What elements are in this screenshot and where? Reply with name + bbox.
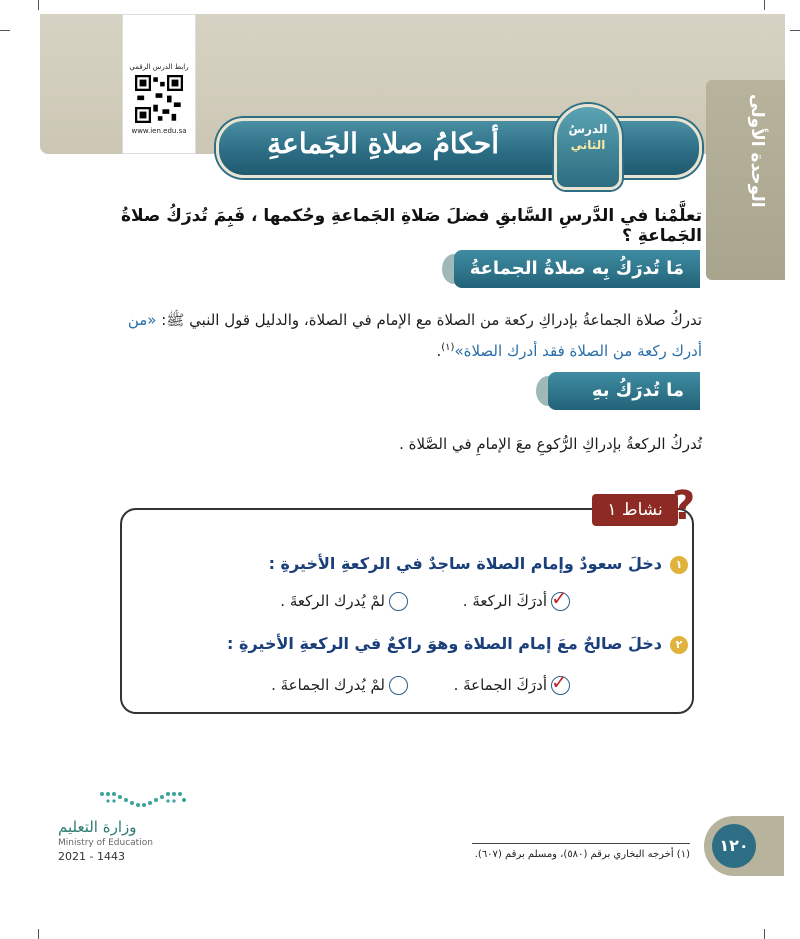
crop-mark xyxy=(764,929,765,939)
option-radio[interactable] xyxy=(280,592,408,611)
option-radio[interactable] xyxy=(462,586,570,611)
section-heading-2: ما تُدرَكُ بهِ الركعةُ xyxy=(548,372,700,410)
ministry-name-english: Ministry of Education xyxy=(58,838,153,848)
crop-mark xyxy=(0,30,10,31)
question-number: ٢ xyxy=(670,636,688,654)
qr-url: www.ien.edu.sa xyxy=(131,127,187,135)
activity-label: نشاط ١ xyxy=(592,494,678,526)
question-mark-icon: ? xyxy=(672,483,696,529)
qr-label: رابط الدرس الرقمي xyxy=(129,63,189,71)
hadith-quote: «من أدرك ركعة من الصلاة فقد أدرك الصلاة» xyxy=(127,311,702,360)
option-radio[interactable] xyxy=(271,676,408,695)
page-number-tab xyxy=(704,816,784,876)
lesson-badge xyxy=(554,104,622,190)
section-text-2: تُدركُ الركعةُ بإدراكِ الرُّكوعِ معَ الإمامِ في الصَّلاة . xyxy=(399,435,702,453)
question-text: دخلَ صالحٌ معَ إمام الصلاة وهوَ راكعٌ في الركعةِ الأخيرةِ : xyxy=(227,634,662,653)
unit-tab xyxy=(706,80,785,280)
sentence-end: . xyxy=(436,342,442,360)
option-label: أدرَكَ الجماعةَ . xyxy=(453,676,547,694)
option-radio[interactable] xyxy=(453,670,570,695)
page-number: ١٢٠ xyxy=(712,824,756,868)
section-1-body: تدركُ صلاة الجماعةُ بإدراكِ ركعة من الصلاة مع الإمام في الصلاة، والدليل قول النبي ﷺ: xyxy=(156,311,702,329)
question-1 xyxy=(269,554,688,574)
edition-year: 2021 - 1443 xyxy=(58,850,125,863)
unit-label: الوحدة الأولى xyxy=(747,94,767,208)
radio-icon[interactable] xyxy=(389,592,408,611)
footnote: (١) أخرجه البخاري برقم (٥٨٠)، ومسلم برقم (٦٠٧). xyxy=(474,849,690,860)
crop-mark xyxy=(790,30,800,31)
crop-mark xyxy=(764,0,765,10)
qr-code-icon[interactable] xyxy=(135,75,183,123)
lesson-badge-label: الدرسُ xyxy=(568,122,608,136)
question-number: ١ xyxy=(670,556,688,574)
ministry-logo xyxy=(58,788,198,863)
lesson-badge-number: الثاني xyxy=(570,138,606,152)
question-text: دخلَ سعودٌ وإمام الصلاة ساجدٌ في الركعةِ الأخيرةِ : xyxy=(268,554,662,573)
ministry-dots-icon xyxy=(98,788,188,810)
crop-mark xyxy=(38,929,39,939)
section-text-1 xyxy=(102,306,702,365)
radio-icon[interactable] xyxy=(389,676,408,695)
ministry-name-arabic: وزارة التعليم xyxy=(58,818,137,836)
option-label: أدرَكَ الركعةَ . xyxy=(462,592,547,610)
qr-card[interactable] xyxy=(122,14,196,154)
question-2 xyxy=(227,634,688,654)
option-label: لمْ يُدرك الجماعةَ . xyxy=(271,676,385,694)
intro-text: تعلَّمْنا في الدَّرسِ السَّابقِ فضلَ صَلاةِ الجَماعةِ وحُكمها ، فَبِمَ تُدرَكُ صلاةُ الجَماعةِ ؟ xyxy=(120,206,702,246)
option-label: لمْ يُدرك الركعةَ . xyxy=(280,592,385,610)
footnote-divider xyxy=(472,843,690,844)
lesson-title: أحكامُ صلاةِ الجَماعةِ xyxy=(267,127,499,160)
lesson-title-banner xyxy=(216,118,702,178)
footnote-ref: (١) xyxy=(441,342,455,353)
radio-checked-icon[interactable]: ✓ xyxy=(551,592,570,611)
crop-mark xyxy=(38,0,39,10)
section-heading-1: مَا تُدرَكُ بِه صلاةُ الجماعةُ xyxy=(454,250,700,288)
radio-checked-icon[interactable]: ✓ xyxy=(551,676,570,695)
